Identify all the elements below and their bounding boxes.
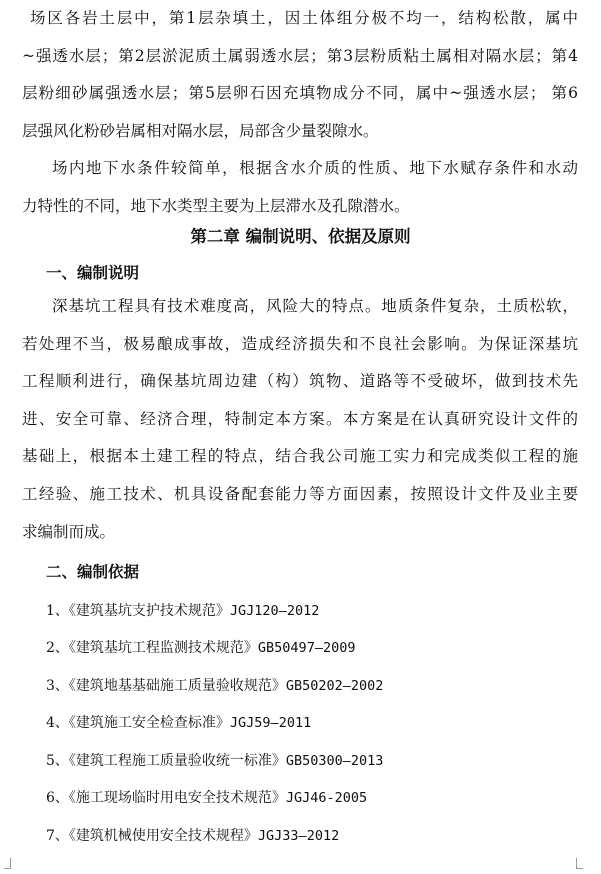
paragraph-explanation <box>22 288 578 551</box>
chapter-title: 第二章 编制说明、依据及原则 <box>190 227 411 246</box>
reference-code: GB50300—2013 <box>285 753 384 769</box>
text-line: 层强风化粉砂岩属相对隔水层，局部含少量裂隙水。 <box>22 121 379 140</box>
reference-item <box>46 711 311 735</box>
page-corner-mark-left <box>4 858 11 869</box>
text-line: 场区各岩土层中，第1层杂填土，因土体组分极不均一，结构松散，属中 <box>30 9 578 27</box>
reference-code: JGJ33—2012 <box>257 828 340 844</box>
reference-title: 2、《建筑基坑工程监测技术规范》 <box>46 640 258 656</box>
reference-title: 6、《施工现场临时用电安全技术规范》 <box>46 790 286 806</box>
reference-item <box>46 599 319 623</box>
reference-title: 7、《建筑机械使用安全技术规程》 <box>46 828 258 844</box>
text-line: ~强透水层；第2层淤泥质土属弱透水层；第3层粉质粘土属相对隔水层；第4 <box>22 46 578 65</box>
text-line: 工经验、施工技术、机具设备配套能力等方面因素，按照设计文件及业主要 <box>22 484 578 503</box>
text-line: 层粉细砂属强透水层；第5层卵石因充填物成分不同，属中~强透水层； 第6 <box>22 84 578 103</box>
text-line: 工程顺利进行，确保基坑周边建（构）筑物、道路等不受破坏，做到技术先 <box>22 372 578 391</box>
page-corner-mark-right <box>576 858 583 869</box>
reference-title: 5、《建筑工程施工质量验收统一标准》 <box>46 753 286 769</box>
section-title-explanation: 一、编制说明 <box>46 264 140 282</box>
reference-item <box>46 749 383 773</box>
paragraph-strata-permeability <box>22 0 578 150</box>
reference-item <box>46 786 367 810</box>
reference-title: 1、《建筑基坑支护技术规范》 <box>46 603 230 619</box>
text-line: 进、安全可靠、经济合理，特制定本方案。本方案是在认真研究设计文件的 <box>22 409 578 428</box>
reference-code: GB50497—2009 <box>257 640 356 656</box>
text-line: 力特性的不同，地下水类型主要为上层滞水及孔隙潜水。 <box>22 196 410 215</box>
reference-code: JGJ46-2005 <box>285 790 368 806</box>
reference-item <box>46 674 383 698</box>
text-line: 基础上，根据本土建工程的特点，结合我公司施工实力和完成类似工程的施 <box>22 447 578 466</box>
reference-title: 3、《建筑地基基础施工质量验收规范》 <box>46 678 286 694</box>
text-line: 若处理不当，极易酿成事故，造成经济损失和不良社会影响。为保证深基坑 <box>22 334 578 353</box>
reference-code: JGJ59—2011 <box>229 715 312 731</box>
text-line: 深基坑工程具有技术难度高，风险大的特点。地质条件复杂，土质松软， <box>52 297 578 315</box>
reference-code: GB50202—2002 <box>285 678 384 694</box>
section-title-basis: 二、编制依据 <box>46 563 140 581</box>
text-line: 求编制而成。 <box>22 522 116 541</box>
text-line: 场内地下水条件较简单，根据含水介质的性质、地下水赋存条件和水动 <box>52 159 578 177</box>
reference-item <box>46 636 355 660</box>
reference-code: JGJ120—2012 <box>229 603 320 619</box>
paragraph-groundwater <box>22 150 578 225</box>
reference-title: 4、《建筑施工安全检查标准》 <box>46 715 230 731</box>
reference-item <box>46 824 339 848</box>
